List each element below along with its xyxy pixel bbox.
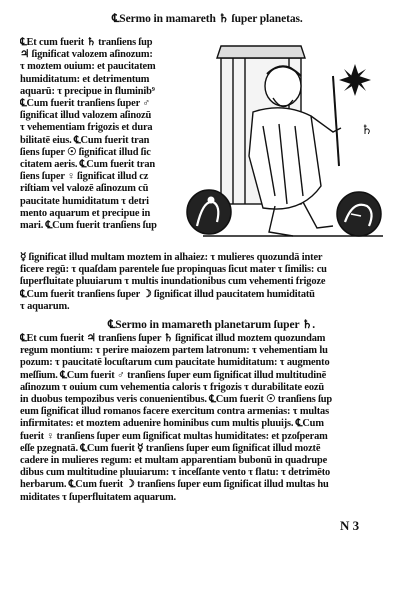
star-symbol	[339, 64, 371, 96]
text-line: eſſe pzegnatā. ℄Cum fuerit ☿ tranſiens ſuper eum ſignificat illud moztē	[20, 442, 321, 454]
text-line: paucitate humiditatum τ detri	[20, 195, 149, 207]
text-line: ſiens ſuper ☉ ſignificat illud ſic	[20, 146, 151, 158]
saturn-symbol: ♄	[361, 123, 373, 138]
text-line: fuerit ♀ tranſiens ſuper eum ſignificat multas humiditates: et pzoſperam	[20, 430, 328, 442]
text-line: dibus cum multitudine pluuiarum: τ inceſſante vento τ flatu: τ detrimēto	[20, 467, 331, 479]
text-line: pozum: τ paucitatē locuſtarum cum paucitate humiditatum: τ augmento	[20, 357, 330, 369]
text-line: cadere in mulieres regum: et multam apparentiam bubonū in quadrupe	[20, 455, 328, 467]
woodcut-saturn-illustration	[183, 36, 387, 248]
text-line: bilitatē eius. ℄Cum fuerit tran	[20, 134, 150, 146]
text-line: in duobus tempozibus veris conuenientibus. ℄Cum fuerit ☉ tranſiens ſup	[20, 394, 333, 406]
text-line: ℄Et cum fuerit ♄ tranſiens ſup	[20, 37, 153, 48]
text-line: mento aquarum et precipue in	[20, 207, 151, 219]
text-line: ℄Cum fuerit tranſiens ſuper ☽ ſignificat illud paucitatem humiditatū	[20, 288, 315, 300]
section1-column-text	[20, 37, 188, 232]
staff	[333, 76, 339, 166]
text-line: aſinozum τ ouium cum vehementia caloris τ frigozis τ durabilitate eozū	[20, 381, 325, 393]
text-line: ☿ ſignificat illud multam moztem in alhaiez: τ mulieres quozundā inter	[20, 252, 323, 263]
text-line: regum montium: τ perire maiozem partem latronum: τ vehementiam lu	[20, 345, 328, 357]
text-line: ſignificat illud valozem aſinozū	[20, 110, 152, 122]
text-line: herbarum. ℄Cum fuerit ☽ tranſiens ſuper eum ſignificat illud multas hu	[20, 479, 329, 491]
text-line: τ aquarum.	[20, 300, 70, 312]
right-zodiac-roundel	[337, 192, 381, 236]
section1-fullwidth-text	[20, 252, 398, 313]
text-line: ℄Et cum fuerit ♃ tranſiens ſuper ♄ ſignificat illud moztem quozundam	[20, 333, 326, 344]
text-line: aquarū: τ precipue in fluminib⁹	[20, 85, 155, 97]
section2-heading: ℄Sermo in mamareth planetarum ſuper ♄.	[108, 319, 316, 331]
text-line: humiditatum: et detrimentum	[20, 73, 150, 85]
text-line: ſuperfluitate pluuiarum τ multis inundationibus cum vehementi frigoze	[20, 276, 326, 288]
text-line: ℄Cum fuerit tranſiens ſuper ♂	[20, 98, 150, 110]
text-line: ♃ ſignificat valozem aſinozum:	[20, 49, 153, 61]
text-line: infirmitates: et moztem aduenire hominibus cum multis pluuijs. ℄Cum	[20, 418, 324, 430]
text-line: meſſium. ℄Cum fuerit ♂ tranſiens ſuper eum ſignificat illud multitudinē	[20, 369, 327, 381]
text-line: riſtiam vel valozē aſinozum cū	[20, 183, 149, 195]
text-line: miditates τ ſuperfluitatem aquarum.	[20, 491, 176, 503]
signature-mark: N 3	[340, 518, 360, 533]
left-zodiac-roundel	[187, 190, 231, 234]
text-line: τ vehementiam frigozis et dura	[20, 122, 153, 134]
figure-robe	[249, 108, 321, 209]
text-line: mari. ℄Cum fuerit tranſiens ſup	[20, 220, 157, 232]
section1-heading: ℄Sermo in mamareth ♄ ſuper planetas.	[112, 13, 303, 25]
text-line: citatem aeris. ℄Cum fuerit tran	[20, 159, 156, 171]
text-line: eum ſignificat illud romanos facere exercitum contra armenias: τ multas	[20, 406, 329, 418]
section2-text	[20, 333, 398, 504]
text-line: ficere regū: τ quaſdam parentele ſue propinquas ſicut mater τ ſimilis: cu	[20, 264, 327, 276]
text-line: τ moztem ouium: et paucitatem	[20, 61, 156, 73]
text-line: ſiens ſuper ♀ ſignificat illud cz	[20, 171, 149, 183]
